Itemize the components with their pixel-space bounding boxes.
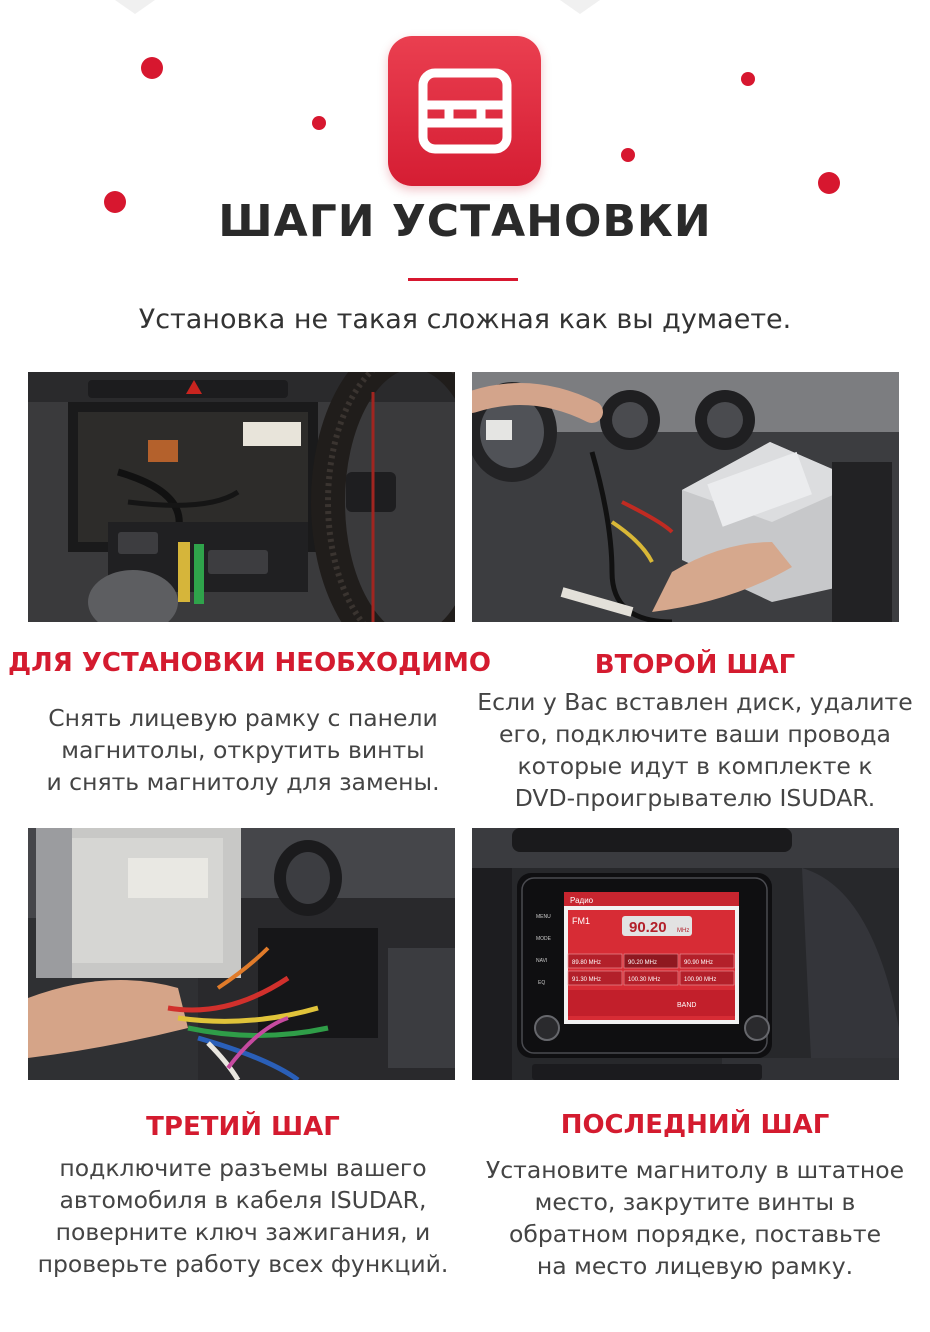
brand-logo	[388, 36, 541, 186]
screen-preset: 90.90 MHz	[684, 960, 714, 966]
toolbox-icon	[415, 65, 515, 157]
step-4-line: Установите магнитолу в штатное	[485, 1156, 905, 1184]
page-title: ШАГИ УСТАНОВКИ	[218, 196, 712, 247]
decor-dot	[741, 72, 755, 86]
step-2-photo	[472, 372, 899, 622]
screen-header: Радио	[570, 896, 594, 905]
decor-dot	[141, 57, 163, 79]
step-1-title: ДЛЯ УСТАНОВКИ НЕОБХОДИМО	[8, 648, 492, 678]
screen-preset: 89.80 MHz	[572, 960, 602, 966]
screen-preset: 100.90 MHz	[684, 977, 717, 983]
screen-band: FM1	[572, 916, 590, 926]
step-1-photo	[28, 372, 455, 622]
step-4-description	[462, 1154, 928, 1282]
step-4-photo	[472, 828, 899, 1080]
step-3-line: проверьте работу всех функций.	[37, 1250, 449, 1278]
screen-frequency-unit: MHz	[677, 928, 690, 934]
decor-dot	[621, 148, 635, 162]
step-2-description	[462, 686, 928, 814]
screen-preset: 90.20 MHz	[628, 960, 658, 966]
side-button-label: NAVI	[536, 958, 548, 964]
step-4-line: на место лицевую рамку.	[536, 1252, 854, 1280]
screen-preset: 100.30 MHz	[628, 977, 661, 983]
step-3-title: ТРЕТИЙ ШАГ	[146, 1112, 340, 1142]
step-2-line: его, подключите ваши провода	[499, 720, 891, 748]
step-3-description	[8, 1152, 478, 1280]
decor-dot	[312, 116, 326, 130]
step-3-line: поверните ключ зажигания, и	[55, 1218, 431, 1246]
top-corner-decoration	[115, 0, 155, 14]
step-1-line: магнитолы, открутить винты	[61, 736, 425, 764]
screen-frequency: 90.20	[629, 919, 667, 936]
step-1-line: и снять магнитолу для замены.	[46, 768, 440, 796]
title-underline	[408, 278, 518, 281]
step-2-line: которые идут в комплекте к	[517, 752, 873, 780]
page-subtitle: Установка не такая сложная как вы думаете.	[138, 304, 792, 335]
step-1-line: Снять лицевую рамку с панели	[48, 704, 438, 732]
side-button-label: MENU	[536, 914, 551, 920]
step-3-photo	[28, 828, 455, 1080]
screen-preset: 91.30 MHz	[572, 977, 602, 983]
step-2-line: DVD-проигрывателю ISUDAR.	[514, 784, 876, 812]
step-4-line: место, закрутите винты в	[534, 1188, 856, 1216]
side-button-label: MODE	[536, 936, 551, 942]
step-4-line: обратном порядке, поставьте	[508, 1220, 882, 1248]
step-3-line: автомобиля в кабеля ISUDAR,	[59, 1186, 427, 1214]
step-4-title: ПОСЛЕДНИЙ ШАГ	[560, 1110, 830, 1140]
step-2-title: ВТОРОЙ ШАГ	[594, 650, 796, 680]
screen-band-button: BAND	[677, 1002, 697, 1009]
step-2-line: Если у Вас вставлен диск, удалите	[477, 688, 913, 716]
decor-dot	[818, 172, 840, 194]
step-1-description	[8, 702, 478, 798]
top-corner-decoration	[560, 0, 600, 14]
step-3-line: подключите разъемы вашего	[59, 1154, 427, 1182]
side-button-label: EQ	[538, 980, 546, 986]
